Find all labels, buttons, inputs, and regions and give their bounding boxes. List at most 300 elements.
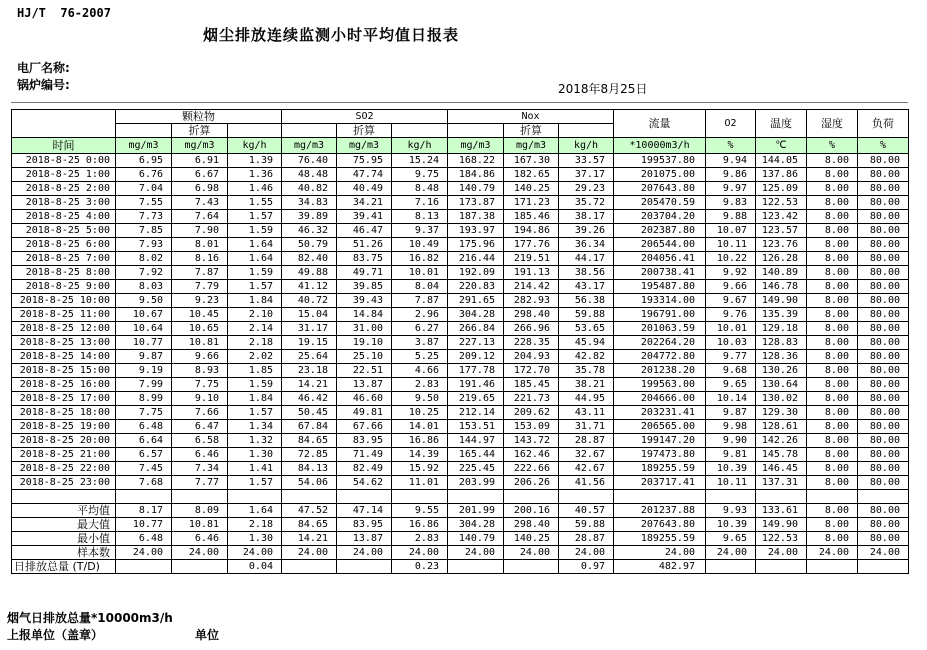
cell: 200738.41 [614, 266, 706, 280]
header-group-row [12, 110, 909, 124]
reporting-unit-label: 上报单位（盖章） [7, 628, 104, 642]
cell: 6.48 [116, 420, 172, 434]
cell: 80.00 [858, 532, 909, 546]
cell: 1.59 [228, 224, 282, 238]
cell: 1.34 [228, 420, 282, 434]
cell: 15.92 [392, 462, 448, 476]
cell: 172.70 [504, 364, 559, 378]
cell: 80.00 [858, 406, 909, 420]
cell: 10.11 [706, 238, 756, 252]
cell [504, 490, 559, 504]
cell: 7.66 [172, 406, 228, 420]
cell: 10.11 [706, 476, 756, 490]
cell: 7.87 [172, 266, 228, 280]
cell: 177.78 [448, 364, 504, 378]
cell: 8.00 [807, 294, 858, 308]
cell: 9.67 [706, 294, 756, 308]
cell: 83.75 [337, 252, 392, 266]
cell: 199537.80 [614, 154, 706, 168]
cell: 82.49 [337, 462, 392, 476]
unit-cell: *10000m3/h [614, 138, 706, 154]
cell: 80.00 [858, 378, 909, 392]
unit-label: 单位 [195, 628, 220, 642]
report-table [11, 109, 909, 574]
cell: 10.65 [172, 322, 228, 336]
unit-cell: mg/m3 [448, 138, 504, 154]
column-header-flow: 流量 [614, 110, 706, 138]
cell: 6.98 [172, 182, 228, 196]
cell: 43.17 [559, 280, 614, 294]
cell: 80.00 [858, 210, 909, 224]
cell: 8.00 [807, 238, 858, 252]
cell [559, 490, 614, 504]
cell: 10.77 [116, 336, 172, 350]
plant-name-label: 电厂名称: [17, 61, 70, 75]
cell: 9.66 [706, 280, 756, 294]
cell: 130.64 [756, 378, 807, 392]
cell: 1.59 [228, 378, 282, 392]
cell: 8.00 [807, 392, 858, 406]
cell: 51.26 [337, 238, 392, 252]
summary-row [12, 504, 909, 518]
cell: 3.87 [392, 336, 448, 350]
cell: 6.76 [116, 168, 172, 182]
cell: 137.31 [756, 476, 807, 490]
cell: 204666.00 [614, 392, 706, 406]
header-spacer-cell [12, 110, 116, 138]
cell: 39.26 [559, 224, 614, 238]
cell: 2.02 [228, 350, 282, 364]
data-row [12, 322, 909, 336]
data-row [12, 238, 909, 252]
time-column-header: 时间 [12, 138, 116, 154]
cell [614, 490, 706, 504]
cell: 2018-8-25 1:00 [12, 168, 116, 182]
cell: 6.46 [172, 532, 228, 546]
cell: 13.87 [337, 378, 392, 392]
cell: 23.18 [282, 364, 337, 378]
report-date: 2018年8月25日 [558, 82, 648, 96]
cell [282, 490, 337, 504]
cell: 35.72 [559, 196, 614, 210]
cell: 8.00 [807, 518, 858, 532]
cell: 171.23 [504, 196, 559, 210]
cell: 7.75 [116, 406, 172, 420]
cell: 1.32 [228, 434, 282, 448]
cell: 10.81 [172, 336, 228, 350]
cell: 9.19 [116, 364, 172, 378]
cell: 219.65 [448, 392, 504, 406]
cell: 7.93 [116, 238, 172, 252]
cell: 41.12 [282, 280, 337, 294]
cell: 125.09 [756, 182, 807, 196]
cell: 173.87 [448, 196, 504, 210]
cell: 135.39 [756, 308, 807, 322]
cell: 2018-8-25 13:00 [12, 336, 116, 350]
cell: 8.00 [807, 350, 858, 364]
cell: 16.86 [392, 518, 448, 532]
column-header-pm: 颗粒物 [116, 110, 282, 124]
cell: 219.51 [504, 252, 559, 266]
cell: 8.00 [807, 280, 858, 294]
daily-total-row [12, 560, 909, 574]
cell: 80.00 [858, 350, 909, 364]
cell: 2018-8-25 6:00 [12, 238, 116, 252]
data-row [12, 420, 909, 434]
cell: 1.84 [228, 392, 282, 406]
cell: 189255.59 [614, 532, 706, 546]
cell: 212.14 [448, 406, 504, 420]
cell: 37.17 [559, 168, 614, 182]
flue-gas-total-label: 烟气日排放总量*10000m3/h [7, 611, 173, 625]
cell: 40.72 [282, 294, 337, 308]
cell: 10.45 [172, 308, 228, 322]
cell: 31.00 [337, 322, 392, 336]
data-row [12, 462, 909, 476]
cell: 9.92 [706, 266, 756, 280]
cell: 6.58 [172, 434, 228, 448]
cell [228, 490, 282, 504]
cell: 7.45 [116, 462, 172, 476]
empty-cell [116, 124, 172, 138]
cell: 80.00 [858, 420, 909, 434]
cell: 80.00 [858, 322, 909, 336]
cell: 9.76 [706, 308, 756, 322]
cell: 54.06 [282, 476, 337, 490]
cell: 140.25 [504, 532, 559, 546]
cell: 291.65 [448, 294, 504, 308]
cell: 193.97 [448, 224, 504, 238]
cell: 67.66 [337, 420, 392, 434]
cell: 216.44 [448, 252, 504, 266]
cell: 10.77 [116, 518, 172, 532]
cell: 0.23 [392, 560, 448, 574]
cell: 194.86 [504, 224, 559, 238]
unit-cell: kg/h [559, 138, 614, 154]
cell: 1.64 [228, 504, 282, 518]
cell [858, 490, 909, 504]
cell: 8.00 [807, 336, 858, 350]
cell: 10.01 [706, 322, 756, 336]
cell: 199147.20 [614, 434, 706, 448]
cell: 9.90 [706, 434, 756, 448]
cell: 7.85 [116, 224, 172, 238]
cell: 185.46 [504, 210, 559, 224]
cell: 80.00 [858, 364, 909, 378]
cell: 482.97 [614, 560, 706, 574]
cell: 6.57 [116, 448, 172, 462]
cell [337, 560, 392, 574]
cell: 6.46 [172, 448, 228, 462]
cell: 2018-8-25 11:00 [12, 308, 116, 322]
cell: 35.78 [559, 364, 614, 378]
cell: 10.64 [116, 322, 172, 336]
cell: 80.00 [858, 448, 909, 462]
data-row [12, 252, 909, 266]
cell: 1.57 [228, 210, 282, 224]
cell: 47.74 [337, 168, 392, 182]
cell: 195487.80 [614, 280, 706, 294]
cell: 2.10 [228, 308, 282, 322]
cell: 6.47 [172, 420, 228, 434]
cell: 7.55 [116, 196, 172, 210]
cell: 24.00 [614, 546, 706, 560]
cell: 9.50 [116, 294, 172, 308]
cell: 15.04 [282, 308, 337, 322]
cell: 46.32 [282, 224, 337, 238]
cell: 9.86 [706, 168, 756, 182]
cell: 149.90 [756, 294, 807, 308]
cell: 2018-8-25 16:00 [12, 378, 116, 392]
cell: 7.16 [392, 196, 448, 210]
cell: 145.78 [756, 448, 807, 462]
unit-cell: % [858, 138, 909, 154]
cell: 8.00 [807, 224, 858, 238]
cell: 25.10 [337, 350, 392, 364]
unit-cell: ℃ [756, 138, 807, 154]
cell: 9.23 [172, 294, 228, 308]
column-header-pm-converted: 折算 [172, 124, 228, 138]
cell: 24.00 [116, 546, 172, 560]
cell: 24.00 [448, 546, 504, 560]
cell: 8.16 [172, 252, 228, 266]
cell: 8.03 [116, 280, 172, 294]
cell: 204772.80 [614, 350, 706, 364]
cell: 42.67 [559, 462, 614, 476]
cell: 8.00 [807, 322, 858, 336]
cell: 2018-8-25 22:00 [12, 462, 116, 476]
cell: 49.88 [282, 266, 337, 280]
cell [392, 490, 448, 504]
cell: 67.84 [282, 420, 337, 434]
cell: 8.00 [807, 462, 858, 476]
data-row [12, 308, 909, 322]
cell: 10.07 [706, 224, 756, 238]
cell: 9.68 [706, 364, 756, 378]
report-table-wrapper [11, 109, 909, 574]
cell: 80.00 [858, 504, 909, 518]
cell: 84.65 [282, 434, 337, 448]
cell: 140.79 [448, 182, 504, 196]
cell: 220.83 [448, 280, 504, 294]
cell: 6.91 [172, 154, 228, 168]
cell: 122.53 [756, 196, 807, 210]
cell: 24.00 [706, 546, 756, 560]
standard-code: HJ/T 76-2007 [17, 6, 111, 20]
cell: 2.18 [228, 336, 282, 350]
cell: 9.66 [172, 350, 228, 364]
cell: 36.34 [559, 238, 614, 252]
cell: 7.68 [116, 476, 172, 490]
cell: 83.95 [337, 434, 392, 448]
cell: 44.95 [559, 392, 614, 406]
cell: 2018-8-25 4:00 [12, 210, 116, 224]
cell: 44.17 [559, 252, 614, 266]
cell: 130.02 [756, 392, 807, 406]
data-row [12, 448, 909, 462]
cell: 8.00 [807, 420, 858, 434]
cell: 7.43 [172, 196, 228, 210]
cell: 49.81 [337, 406, 392, 420]
cell: 9.98 [706, 420, 756, 434]
cell: 185.45 [504, 378, 559, 392]
cell: 76.40 [282, 154, 337, 168]
cell: 14.21 [282, 532, 337, 546]
cell: 80.00 [858, 294, 909, 308]
column-header-so2: SO2 [282, 110, 448, 124]
cell: 46.47 [337, 224, 392, 238]
cell: 10.49 [392, 238, 448, 252]
cell: 209.62 [504, 406, 559, 420]
unit-cell: kg/h [228, 138, 282, 154]
cell [858, 560, 909, 574]
cell: 48.48 [282, 168, 337, 182]
cell: 298.40 [504, 308, 559, 322]
cell: 59.88 [559, 308, 614, 322]
cell: 1.55 [228, 196, 282, 210]
cell: 8.48 [392, 182, 448, 196]
cell: 1.30 [228, 448, 282, 462]
cell: 192.09 [448, 266, 504, 280]
cell: 1.57 [228, 280, 282, 294]
cell: 80.00 [858, 196, 909, 210]
cell: 80.00 [858, 336, 909, 350]
cell: 24.00 [807, 546, 858, 560]
cell: 2.83 [392, 378, 448, 392]
cell: 80.00 [858, 476, 909, 490]
cell: 7.92 [116, 266, 172, 280]
data-row [12, 210, 909, 224]
cell: 1.41 [228, 462, 282, 476]
cell: 24.00 [337, 546, 392, 560]
cell: 201063.59 [614, 322, 706, 336]
cell: 24.00 [559, 546, 614, 560]
cell: 177.76 [504, 238, 559, 252]
cell: 24.00 [172, 546, 228, 560]
cell: 7.99 [116, 378, 172, 392]
cell: 175.96 [448, 238, 504, 252]
cell: 80.00 [858, 154, 909, 168]
cell: 1.64 [228, 252, 282, 266]
cell: 123.42 [756, 210, 807, 224]
cell: 2018-8-25 21:00 [12, 448, 116, 462]
cell: 207643.80 [614, 182, 706, 196]
cell: 228.35 [504, 336, 559, 350]
cell: 80.00 [858, 252, 909, 266]
column-header-load: 负荷 [858, 110, 909, 138]
column-header-nox: Nox [448, 110, 614, 124]
cell: 9.87 [116, 350, 172, 364]
cell: 2018-8-25 8:00 [12, 266, 116, 280]
cell: 282.93 [504, 294, 559, 308]
cell: 298.40 [504, 518, 559, 532]
cell: 80.00 [858, 280, 909, 294]
cell: 24.00 [392, 546, 448, 560]
cell: 32.67 [559, 448, 614, 462]
cell [172, 490, 228, 504]
cell: 8.17 [116, 504, 172, 518]
cell [172, 560, 228, 574]
cell: 53.65 [559, 322, 614, 336]
cell: 7.87 [392, 294, 448, 308]
summary-row [12, 518, 909, 532]
cell: 201.99 [448, 504, 504, 518]
cell: 2018-8-25 17:00 [12, 392, 116, 406]
cell: 8.00 [807, 210, 858, 224]
cell: 193314.00 [614, 294, 706, 308]
data-row [12, 378, 909, 392]
cell: 197473.80 [614, 448, 706, 462]
cell: 49.71 [337, 266, 392, 280]
cell: 9.81 [706, 448, 756, 462]
cell: 33.57 [559, 154, 614, 168]
cell: 2018-8-25 19:00 [12, 420, 116, 434]
cell: 142.26 [756, 434, 807, 448]
page-title: 烟尘排放连续监测小时平均值日报表 [203, 26, 460, 44]
cell: 10.22 [706, 252, 756, 266]
cell: 129.18 [756, 322, 807, 336]
cell [706, 560, 756, 574]
cell: 8.93 [172, 364, 228, 378]
cell: 8.00 [807, 154, 858, 168]
cell: 9.65 [706, 532, 756, 546]
cell: 2018-8-25 14:00 [12, 350, 116, 364]
cell: 8.00 [807, 448, 858, 462]
cell: 14.01 [392, 420, 448, 434]
cell [756, 560, 807, 574]
cell: 205470.59 [614, 196, 706, 210]
data-row [12, 168, 909, 182]
cell: 19.15 [282, 336, 337, 350]
cell: 8.00 [807, 168, 858, 182]
empty-cell [559, 124, 614, 138]
cell: 16.86 [392, 434, 448, 448]
data-row [12, 476, 909, 490]
unit-cell: mg/m3 [504, 138, 559, 154]
data-row [12, 196, 909, 210]
cell: 6.67 [172, 168, 228, 182]
cell: 8.00 [807, 406, 858, 420]
empty-cell [448, 124, 504, 138]
cell [706, 490, 756, 504]
cell: 2018-8-25 3:00 [12, 196, 116, 210]
cell [807, 490, 858, 504]
cell: 59.88 [559, 518, 614, 532]
cell: 14.21 [282, 378, 337, 392]
cell: 50.79 [282, 238, 337, 252]
data-row [12, 294, 909, 308]
cell: 1.85 [228, 364, 282, 378]
cell: 80.00 [858, 308, 909, 322]
unit-cell: mg/m3 [337, 138, 392, 154]
cell: 8.00 [807, 364, 858, 378]
cell: 7.75 [172, 378, 228, 392]
cell: 204056.41 [614, 252, 706, 266]
cell: 80.00 [858, 392, 909, 406]
cell: 201238.20 [614, 364, 706, 378]
cell: 137.86 [756, 168, 807, 182]
cell: 8.00 [807, 266, 858, 280]
cell: 144.05 [756, 154, 807, 168]
cell: 38.21 [559, 378, 614, 392]
cell: 40.82 [282, 182, 337, 196]
column-header-temp: 温度 [756, 110, 807, 138]
unit-cell: kg/h [392, 138, 448, 154]
cell: 80.00 [858, 238, 909, 252]
cell: 2.83 [392, 532, 448, 546]
cell: 128.61 [756, 420, 807, 434]
boiler-number-label: 锅炉编号: [17, 78, 70, 92]
